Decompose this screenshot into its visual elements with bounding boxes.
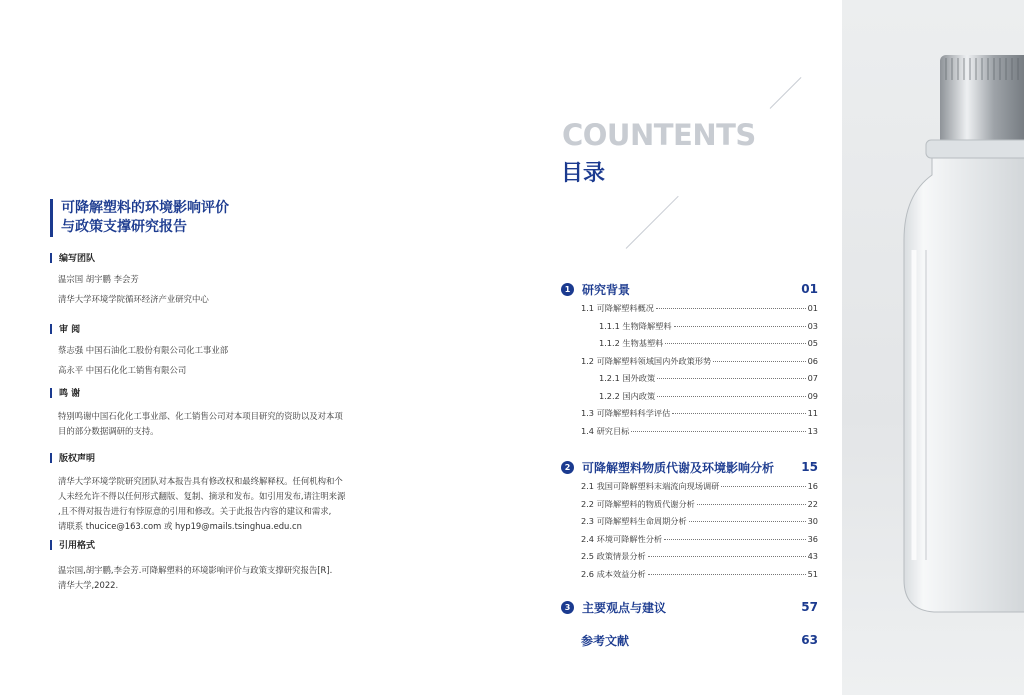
- toc-entry[interactable]: 2.3 可降解塑料生命周期分析 30: [581, 516, 818, 526]
- section-heading: 审 阅: [59, 325, 81, 335]
- chapter-number-badge: 2: [561, 461, 574, 474]
- section-review: [50, 322, 390, 380]
- decorative-line: [770, 77, 802, 109]
- section-heading: 编写团队: [59, 254, 96, 264]
- section-copyright: [50, 451, 390, 534]
- toc-entry[interactable]: 1.2.1 国外政策 07: [599, 373, 818, 383]
- section-marker: [50, 453, 52, 463]
- section-heading: 版权声明: [59, 454, 96, 464]
- body-line: ,且不得对报告进行有悖原意的引用和修改。关于此报告内容的建议和需求,: [58, 506, 332, 516]
- section-heading: 引用格式: [59, 541, 96, 551]
- toc-entry[interactable]: 1.3 可降解塑料科学评估 11: [581, 408, 818, 418]
- toc-references: [561, 630, 818, 650]
- body-line: 清华大学,2022.: [58, 580, 119, 590]
- toc-chapter-heading[interactable]: [561, 597, 818, 617]
- section-citation: [50, 538, 390, 593]
- toc-entry[interactable]: 1.2 可降解塑料领域国内外政策形势 06: [581, 355, 818, 366]
- references-title: 参考文献: [581, 633, 630, 648]
- body-line: 温宗国 胡宇鹏 李会芳: [58, 274, 139, 284]
- chapter-title: 可降解塑料物质代谢及环境影响分析: [582, 460, 775, 475]
- body-line: 高永平 中国石化化工销售有限公司: [58, 365, 187, 375]
- toc-entry[interactable]: 2.4 环境可降解性分析 36: [581, 533, 818, 544]
- section-marker: [50, 540, 52, 550]
- body-line: 人未经允许不得以任何形式翻版、复制、摘录和发布。如引用发布,请注明来源: [58, 491, 346, 501]
- toc-entry[interactable]: 2.2 可降解塑料的物质代谢分析 22: [581, 498, 818, 509]
- glass-jar-illustration: [842, 0, 1024, 695]
- toc-chapter-2: [561, 457, 818, 586]
- toc-entry[interactable]: 1.4 研究目标 13: [581, 425, 818, 436]
- toc-entry[interactable]: 1.1.2 生物基塑料 05: [599, 338, 818, 348]
- section-marker: [50, 253, 52, 263]
- toc-entry[interactable]: 2.6 成本效益分析 51: [581, 568, 818, 579]
- section-marker: [50, 388, 52, 398]
- body-line: 清华大学环境学院循环经济产业研究中心: [58, 294, 209, 304]
- glass-body: [904, 158, 1024, 612]
- toc-entry[interactable]: 2.1 我国可降解塑料末端流向现场调研 16: [581, 481, 818, 491]
- section-heading: 鸣 谢: [59, 389, 81, 399]
- toc-references-heading[interactable]: [561, 630, 818, 650]
- toc-entry[interactable]: 1.1.1 生物降解塑料 03: [599, 320, 818, 331]
- body-line: 清华大学环境学院研究团队对本报告具有修改权和最终解释权。任何机构和个: [58, 476, 343, 486]
- chapter-title: 研究背景: [582, 282, 631, 297]
- report-title: [50, 199, 229, 237]
- body-line: 蔡志强 中国石油化工股份有限公司化工事业部: [58, 345, 229, 355]
- chapter-number-badge: 1: [561, 283, 574, 296]
- toc-entry[interactable]: 1.2.2 国内政策 09: [599, 390, 818, 401]
- toc-chapter-1: [561, 279, 818, 443]
- contents-title-en: COUNTENTS: [562, 118, 756, 152]
- chapter-page: 01: [801, 282, 818, 296]
- references-page: 63: [801, 633, 818, 647]
- section-team: [50, 251, 390, 309]
- chapter-number-badge: 3: [561, 601, 574, 614]
- toc-entry[interactable]: 2.5 政策情景分析 43: [581, 551, 818, 561]
- chapter-page: 57: [801, 600, 818, 614]
- toc-chapter-heading[interactable]: [561, 457, 818, 477]
- report-title-line2: 与政策支撑研究报告: [61, 219, 187, 235]
- report-title-line1: 可降解塑料的环境影响评价: [61, 200, 229, 216]
- body-line: 目的部分数据调研的支持。: [58, 426, 159, 436]
- glass-jar-photo: [842, 0, 1024, 695]
- decorative-line: [626, 196, 679, 249]
- section-thanks: [50, 386, 390, 439]
- chapter-page: 15: [801, 460, 818, 474]
- contents-title-cn: 目录: [561, 161, 606, 186]
- toc-chapter-3: [561, 597, 818, 617]
- toc-entry[interactable]: 1.1 可降解塑料概况 01: [581, 303, 818, 313]
- chapter-title: 主要观点与建议: [582, 600, 667, 615]
- section-marker: [50, 324, 52, 334]
- body-line: 请联系 thucice@163.com 或 hyp19@mails.tsinghua.edu.cn: [58, 521, 302, 531]
- body-line: 特别鸣谢中国石化化工事业部、化工销售公司对本项目研究的资助以及对本项: [58, 411, 343, 421]
- toc-chapter-heading[interactable]: [561, 279, 818, 299]
- body-line: 温宗国,胡宇鹏,李会芳.可降解塑料的环境影响评价与政策支撑研究报告[R].: [58, 565, 333, 575]
